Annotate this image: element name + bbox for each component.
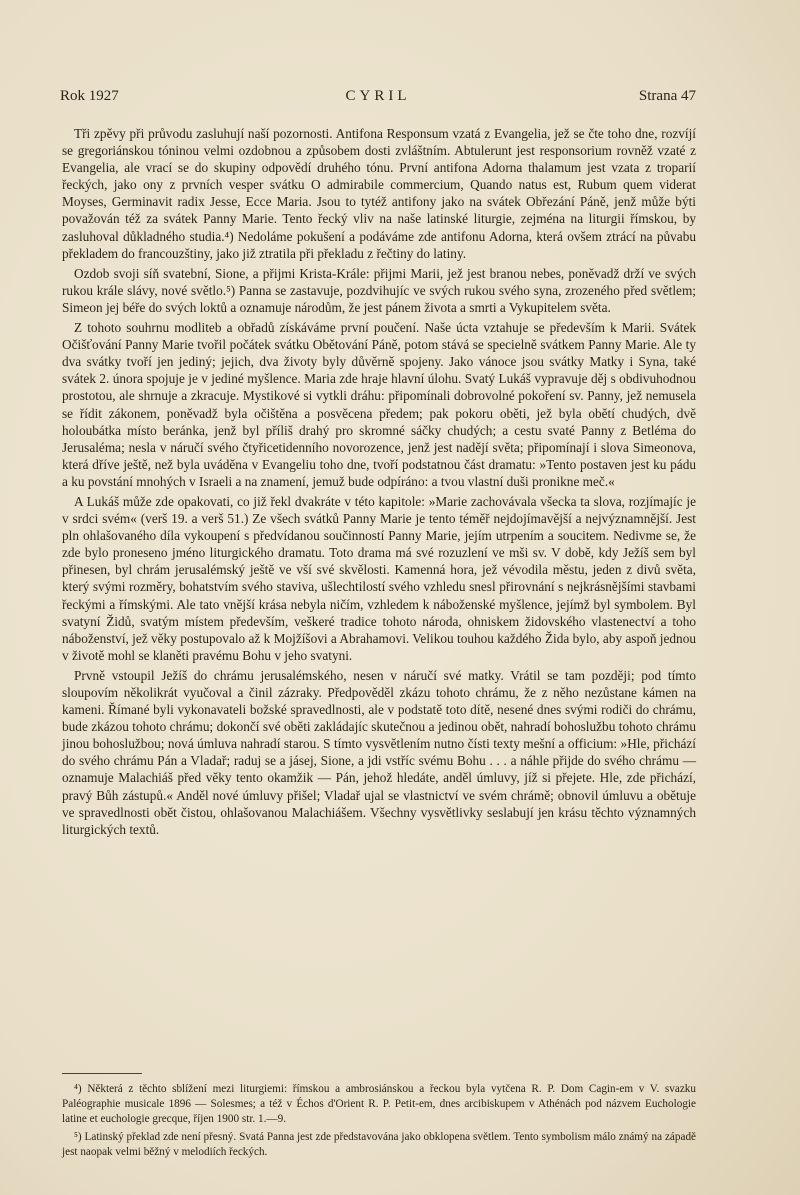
paragraph: Ozdob svoji síň svatební, Sione, a přijmi Krista-Krále: přijmi Marii, jež jest branou nebes, poněvadž drží ve svých rukou krále slávy, nové světlo.⁵) Panna se zastavuje, pozdvihujíc ve svých rukou svého syna, zrozeného před světlem; Simeon jej béře do svých loktů a oznamuje národům, že jest pánem života a smrti a Vykupitelem světa. bbox=[62, 265, 696, 315]
footnote: ⁵) Latinský překlad zde není přesný. Svatá Panna jest zde představována jako obklopena světlem. Tento symbolism málo známý na západě jest naopak velmi běžný v melodiích řeckých. bbox=[62, 1131, 696, 1158]
paragraph: Z tohoto souhrnu modliteb a obřadů získáváme první poučení. Naše úcta vztahuje se především k Marii. Svátek Očišťování Panny Marie tvořil počátek svátku Obětování Páně, potom stává se specielně svátkem Panny Marie. Ale ty dva svátky tvoří jen jediný; jejich, dva životy byly důvěrně spojeny. Jako vánoce jsou svátky Matky i Syna, také svátek 2. února spojuje je v jediné myšlence. Maria zde hraje hlavní úlohu. Svatý Lukáš vypravuje děj s obdivuhodnou prostotou, ale shrnuje a zkracuje. Mystikové si vytkli dráhu: připomínali dobrovolné pokoření sv. Panny, jež nemusela se řídit zákonem, poněvadž byla očištěna a posvěcena předem; pak pokoru oběti, jež byla obětí chudých, dvě holoubátka místo beránka, jenž byl příliš drahý pro skromné sáčky chudých; a cestu svaté Panny z Betléma do Jerusaléma; nesla v náručí svého čtyřicetidenního novorozence, jenž jest nadějí světa; připomínají i slova Simeonova, která dříve ještě, než byla uváděna v Evangeliu toho dne, tvoří podstatnou část dramatu: »Tento postaven jest ku pádu a ku povstání mnohých v Israeli a na znamení, jemuž bude odpíráno: a tvou vlastní duši pronikne meč.« bbox=[62, 320, 696, 489]
running-header bbox=[60, 88, 696, 110]
header-page-number: Strana 47 bbox=[638, 88, 696, 104]
footnote: ⁴) Některá z těchto sblížení mezi liturgiemi: římskou a ambrosiánskou a řeckou byla vytčena R. P. Dom Cagin-em v V. svazku Paléographie musicale 1896 — Solesmes; a též v Échos d'Orient R. P. Petit-em, dnes arcibiskupem v Athénách pod názvem Euchologie latine et euchologie grecque, říjen 1900 str. 1.—9. bbox=[62, 1083, 696, 1125]
paragraph: Tři zpěvy při průvodu zasluhují naší pozornosti. Antifona Responsum vzatá z Evangelia, jež se čte toho dne, rozvíjí se gregoriánskou tóninou velmi ozdobnou a způsobem dosti zvláštním. Abtulerunt jest responsorium rovněž vzaté z Evangelia, ale vrací se do skupiny odpovědí druhého tónu. První antifona Adorna thalamum jest vzata z troparií řeckých, jako ony z prvních vesper svátku O admirabile commercium, Quando natus est, Rubum quem viderat Moyses, Germinavit radix Jesse, Ecce Maria. Jsou to tytéž antifony jako na svátek Obřezání Páně, jenž může býti považován též za svátek Panny Marie. Tento řecký vliv na naše latinské liturgie, zejména na liturgii římskou, by zasluhoval důkladného studia.⁴) Nedoláme pokušení a podáváme zde antifonu Adorna, která ovšem ztrácí na půvabu překladem do francouzštiny, jako již ztratila při překladu z řečtiny do latiny. bbox=[62, 126, 696, 261]
paragraph: A Lukáš může zde opakovati, co již řekl dvakráte v této kapitole: »Marie zachovávala všecka ta slova, rozjímajíc je v srdci svém« (verš 19. a verš 51.) Ze všech svátků Panny Marie je tento téměř nejdojímavější a nejvýznamnější. Jest pln ohlašovaného díla vykoupení s předvídanou součinností Panny Marie, jejím utrpením a soucitem. Nedivme se, že zde bylo proneseno jméno liturgického dramatu. Toto drama má své rozuzlení ve mši sv. V době, kdy Ježíš sem byl přinesen, byl chrám jerusalémský ještě ve vší své skvělosti. Kamenná hora, jež vévodila městu, jeden z divů světa, který svými rozměry, bohatstvím svého staviva, ušlechtilostí svého vzhledu snesl přirovnání s nejkrásnějšími stavbami řeckými a římskými. Ale tato vnější krása nebyla ničím, vzhledem k náboženské myšlence, jejímž byl symbolem. Byl svatyní Židů, svatým místem především, veškeré tradice tohoto národa, ohniskem židovského vlastenectví a toho náboženství, jež věky postupovalo až k Mojžíšovi a Abrahamovi. Velikou touhou každého Žida bylo, aby aspoň jednou v životě mohl se klaněti pravému Bohu v jeho svatyni. bbox=[62, 493, 696, 663]
main-text bbox=[62, 125, 696, 841]
footnote-divider bbox=[62, 1073, 142, 1074]
paragraph: Prvně vstoupil Ježíš do chrámu jerusalémského, nesen v náručí své matky. Vrátil se tam později; pod tímto sloupovím několikrát vyučoval a činil zázraky. Předpověděl zkázu tohoto chrámu, že z něho nezůstane kámen na kameni. Římané byli vykonavateli božské spravedlnosti, ale v podstatě toto dítě, nesené dnes svými rodiči do chrámu, bude zkázou tohoto chrámu; dokončí své oběti zakládajíc skutečnou a jedinou obět, nahradí bohoslužbu tohoto chrámu jinou bohoslužbou; nová úmluva nahradí starou. S tímto vysvětlením nutno čísti texty mešní a officium: »Hle, přichází do svého chrámu Pán a Vladař; raduj se a jásej, Sione, a jdi vstříc svému Bohu . . . a náhle přijde do svého chrámu — oznamuje Malachiáš před věky tento okamžik — Pán, jehož hledáte, anděl úmluvy, jíž si přejete. Hle, zde přichází, pravý Bůh zástupů.« Anděl nové úmluvy přišel; Vladař ujal se vlastnictví ve svém chrámě; obnovil úmluvu a obětuje ve spravedlnosti obět čistou, ohlašovanou Malachiášem. Všechny vysvětlivky seslabují jen krásu těchto významných liturgických textů. bbox=[62, 667, 696, 837]
header-year: Rok 1927 bbox=[60, 88, 119, 104]
footnotes bbox=[62, 1082, 696, 1163]
header-journal-title: CYRIL bbox=[345, 88, 411, 104]
